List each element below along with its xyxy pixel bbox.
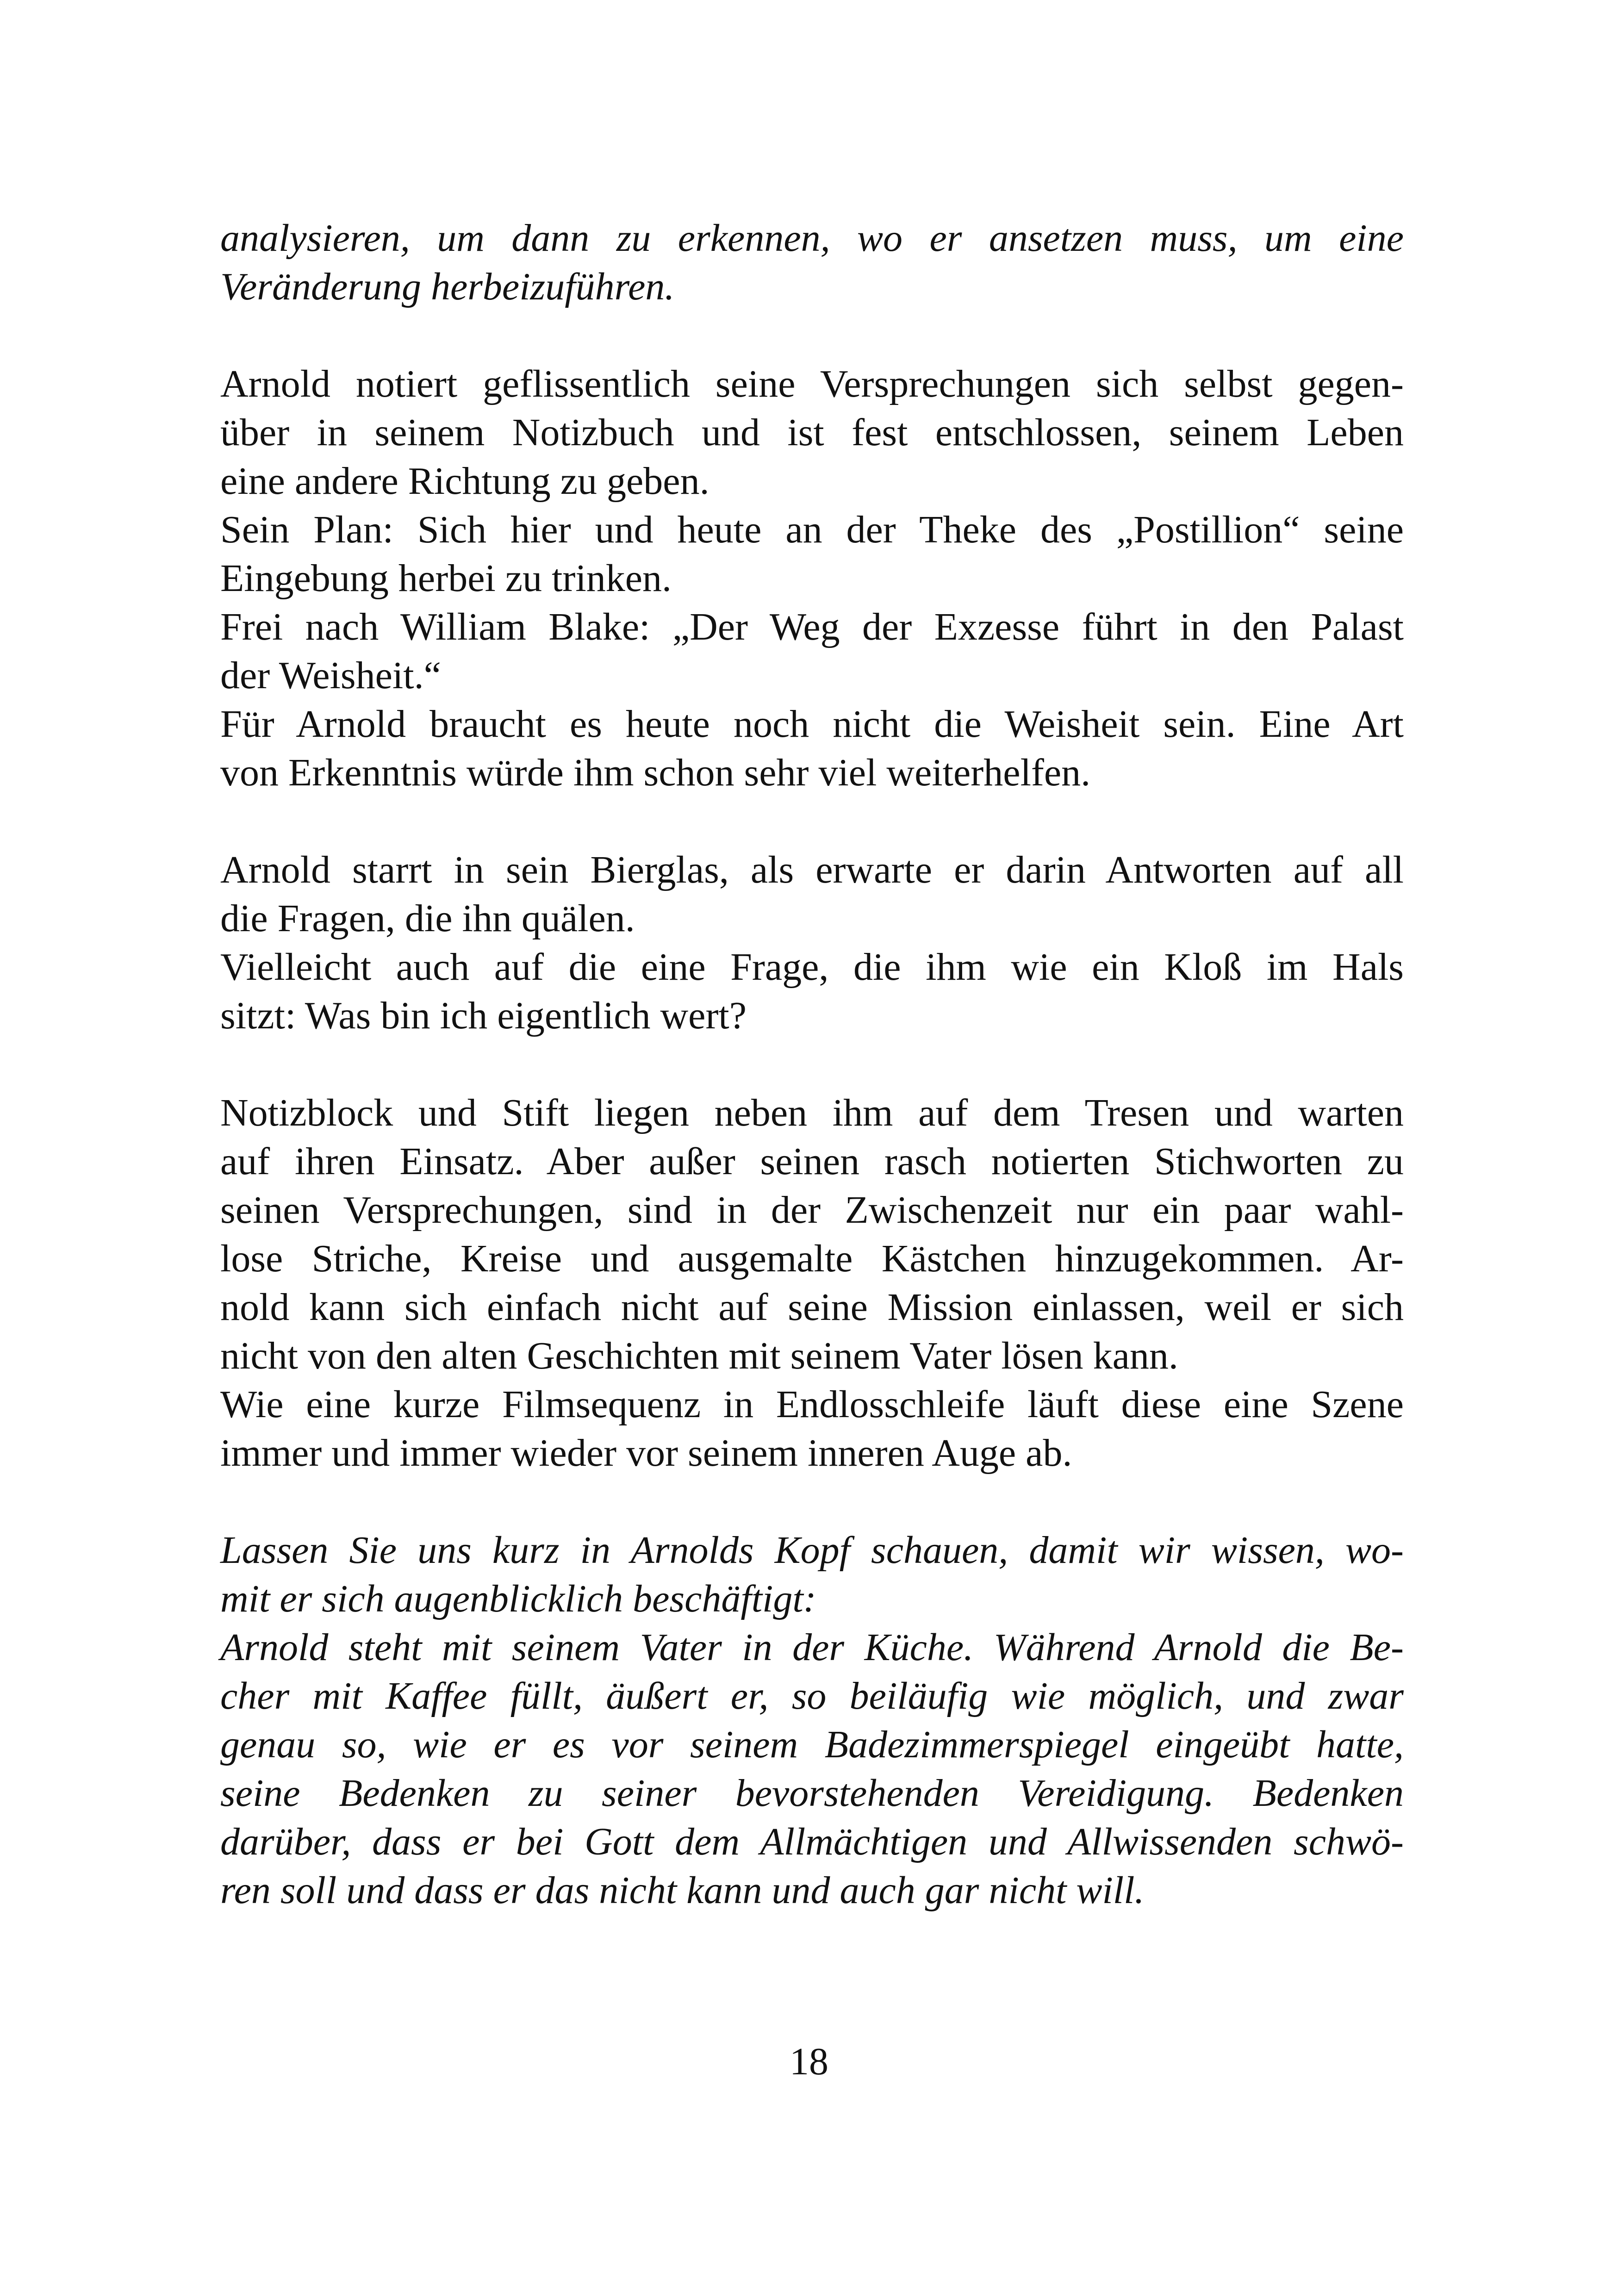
paragraph [220, 1526, 1404, 1915]
text-line: auf ihren Einsatz. Aber außer seinen rasch notierten Stichworten zu [220, 1140, 1404, 1183]
text-line: Arnold starrt in sein Bierglas, als erwarte er darin Antworten auf all [220, 848, 1404, 891]
text-line: die Fragen, die ihn quälen. [220, 897, 635, 940]
page-body [220, 214, 1404, 1963]
text-line: ren soll und dass er das nicht kann und auch gar nicht will. [220, 1869, 1145, 1912]
page-number: 18 [790, 2040, 828, 2083]
text-line: Wie eine kurze Filmsequenz in Endlosschleife läuft diese eine Szene [220, 1383, 1404, 1426]
text-line: Lassen Sie uns kurz in Arnolds Kopf schauen, damit wir wissen, wo- [220, 1529, 1404, 1572]
text-line: Eingebung herbei zu trinken. [220, 557, 672, 600]
text-line: nicht von den alten Geschichten mit seinem Vater lösen kann. [220, 1334, 1178, 1377]
text-line: Vielleicht auch auf die eine Frage, die ihm wie ein Kloß im Hals [220, 946, 1404, 989]
text-line: Für Arnold braucht es heute noch nicht die Weisheit sein. Eine Art [220, 703, 1404, 746]
text-line: darüber, dass er bei Gott dem Allmächtigen und Allwissenden schwö- [220, 1820, 1404, 1863]
text-line: seinen Versprechungen, sind in der Zwischenzeit nur ein paar wahl- [220, 1188, 1404, 1232]
text-line: eine andere Richtung zu geben. [220, 460, 709, 503]
text-line: Sein Plan: Sich hier und heute an der Theke des „Postillion“ seine [220, 508, 1404, 551]
paragraph [220, 214, 1404, 311]
text-line: Veränderung herbeizuführen. [220, 265, 675, 308]
text-line: Arnold notiert geflissentlich seine Versprechungen sich selbst gegen- [220, 362, 1404, 405]
text-line: Arnold steht mit seinem Vater in der Küche. Während Arnold die Be- [220, 1626, 1404, 1669]
text-line: Notizblock und Stift liegen neben ihm auf dem Tresen und warten [220, 1091, 1404, 1134]
paragraph [220, 1089, 1404, 1477]
text-line: nold kann sich einfach nicht auf seine Mission einlassen, weil er sich [220, 1286, 1404, 1329]
paragraph [220, 360, 1404, 797]
text-line: genau so, wie er es vor seinem Badezimmerspiegel eingeübt hatte, [220, 1723, 1404, 1766]
paragraph [220, 846, 1404, 1040]
text-line: mit er sich augenblicklich beschäftigt: [220, 1577, 816, 1620]
text-line: analysieren, um dann zu erkennen, wo er ansetzen muss, um eine [220, 217, 1404, 260]
text-line: über in seinem Notizbuch und ist fest entschlossen, seinem Leben [220, 411, 1404, 454]
text-line: lose Striche, Kreise und ausgemalte Kästchen hinzugekommen. Ar- [220, 1237, 1404, 1280]
text-line: von Erkenntnis würde ihm schon sehr viel weiterhelfen. [220, 751, 1091, 794]
text-line: cher mit Kaffee füllt, äußert er, so beiläufig wie möglich, und zwar [220, 1674, 1404, 1717]
text-line: Frei nach William Blake: „Der Weg der Exzesse führt in den Palast [220, 605, 1404, 648]
text-line: immer und immer wieder vor seinem inneren Auge ab. [220, 1431, 1072, 1475]
text-line: sitzt: Was bin ich eigentlich wert? [220, 994, 747, 1037]
text-line: der Weisheit.“ [220, 654, 441, 697]
text-line: seine Bedenken zu seiner bevorstehenden Vereidigung. Bedenken [220, 1772, 1404, 1815]
